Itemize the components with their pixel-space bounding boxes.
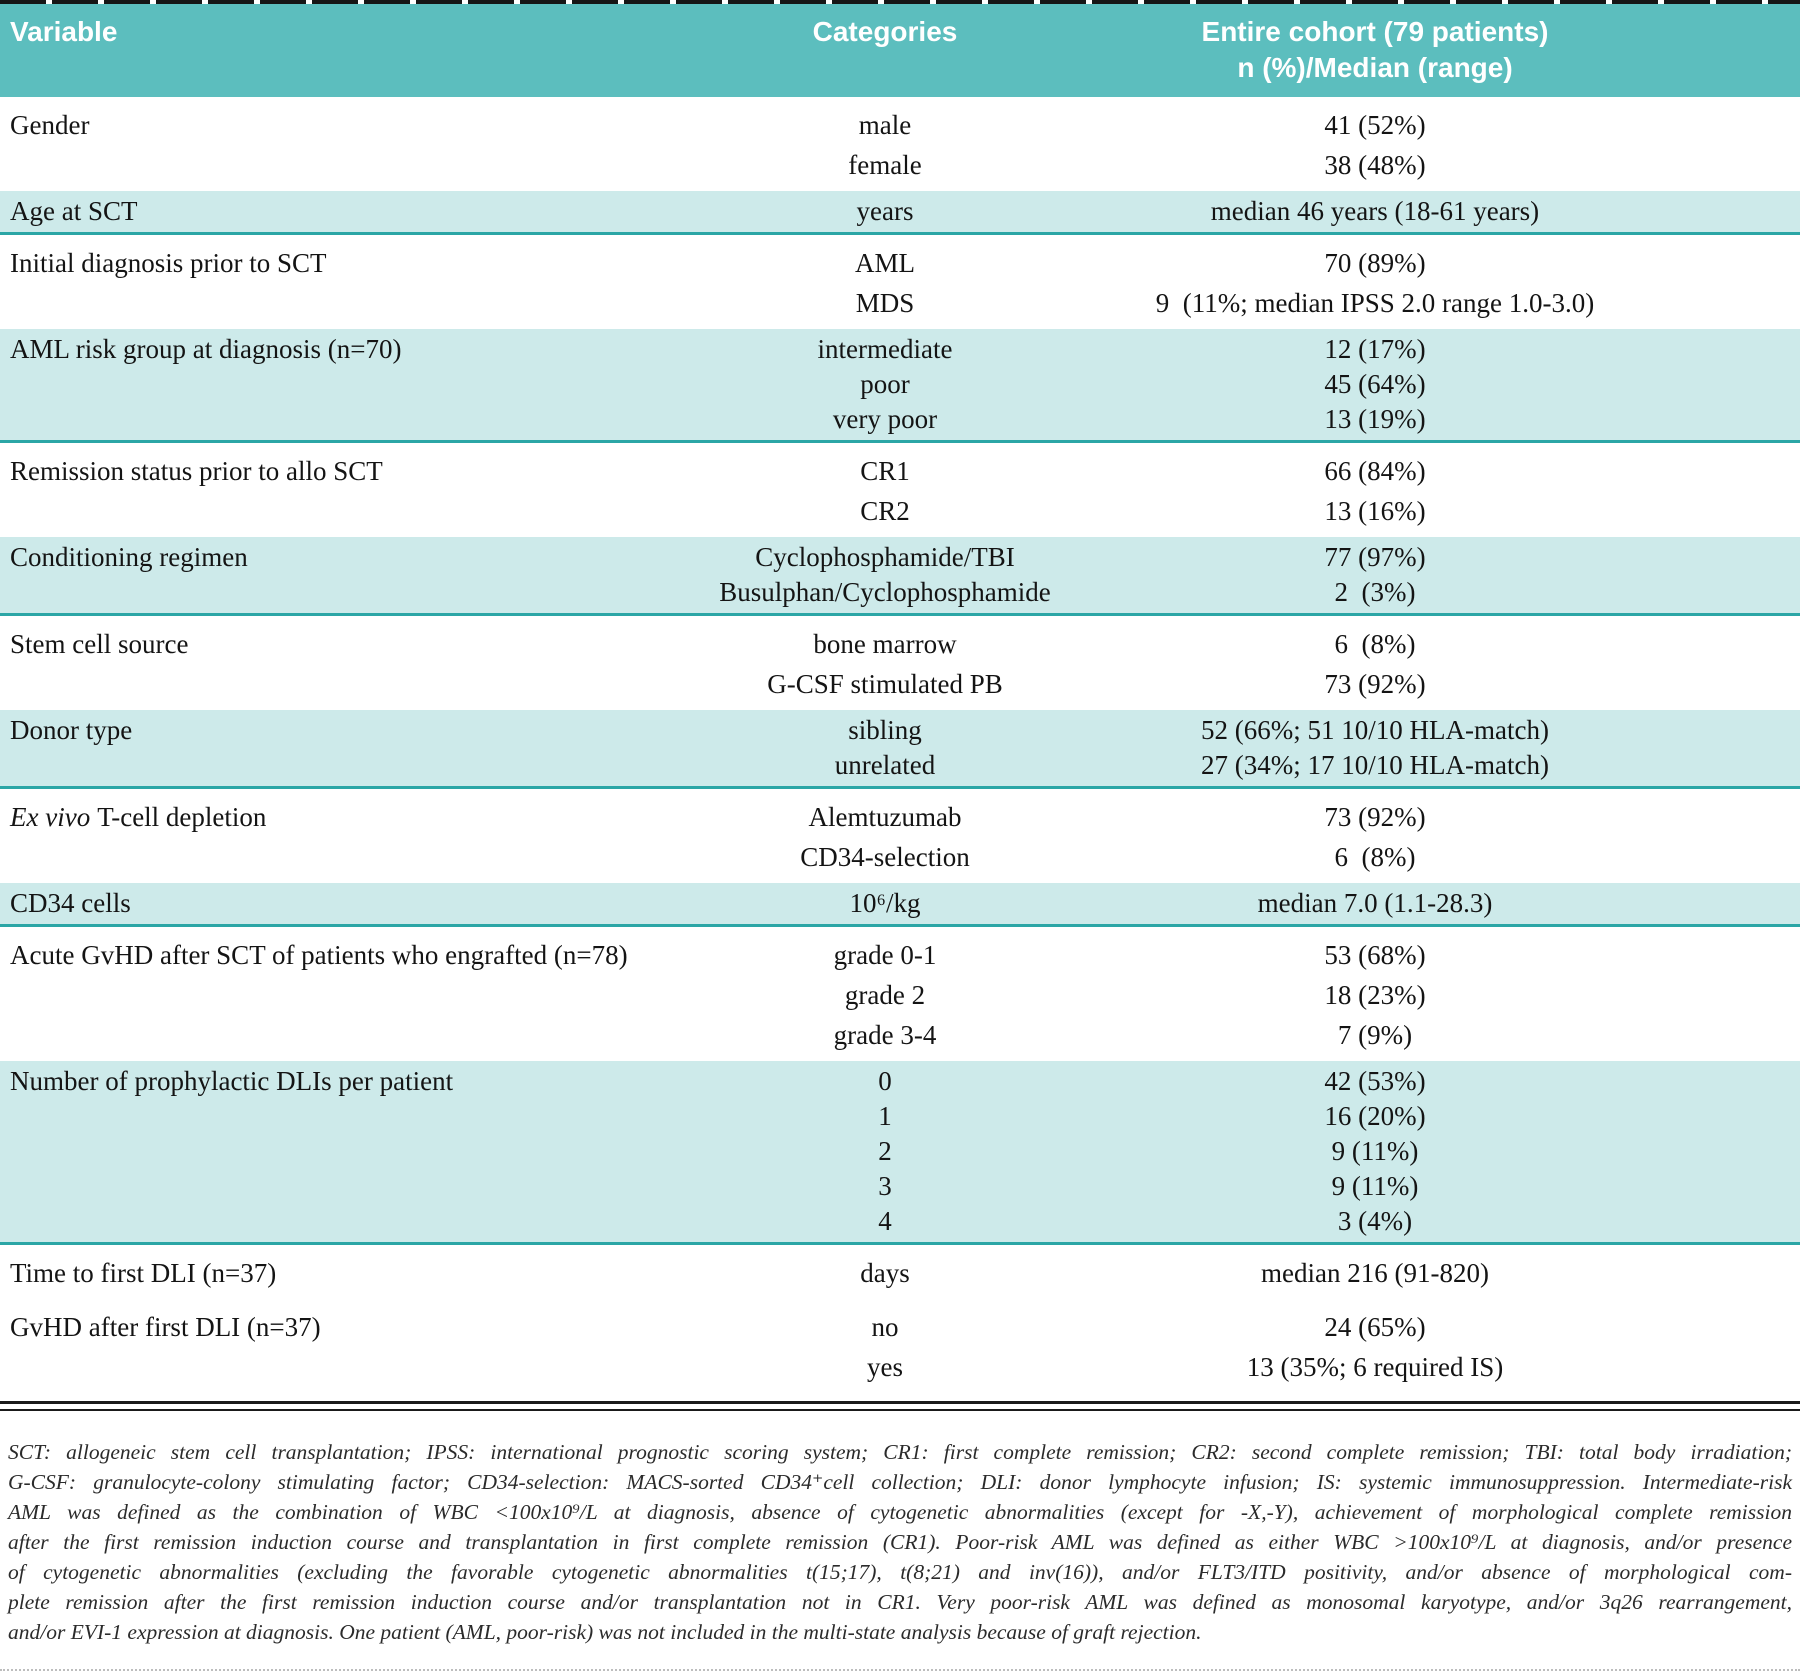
- variable-em-label: Ex vivo: [10, 801, 91, 832]
- category-label: grade 3-4: [833, 1019, 937, 1050]
- header-spacer: [1650, 14, 1800, 87]
- variable-label: Stem cell source: [10, 628, 189, 659]
- header-categories: Categories: [812, 16, 958, 47]
- category-label: grade 0-1: [833, 939, 937, 970]
- variable-label: Time to first DLI (n=37): [10, 1257, 277, 1288]
- value-label: 27 (34%; 17 10/10 HLA-match): [1201, 749, 1549, 780]
- value-label: 70 (89%): [1324, 247, 1426, 278]
- row-spacer: [1650, 1064, 1800, 1239]
- values-cell: [1100, 1064, 1650, 1239]
- category-label: years: [856, 195, 914, 226]
- categories-cell: [670, 1307, 1100, 1387]
- categories-cell: [670, 1253, 1100, 1293]
- value-label: 42 (53%): [1324, 1065, 1426, 1096]
- row-spacer: [1650, 540, 1800, 610]
- values-cell: [1100, 243, 1650, 323]
- header-cohort: [1100, 14, 1650, 87]
- row-spacer: [1650, 797, 1800, 877]
- category-label: G-CSF stimulated PB: [767, 668, 1003, 699]
- category-label: intermediate: [817, 333, 953, 364]
- category-label: CR1: [860, 455, 910, 486]
- variable-label: Age at SCT: [10, 195, 138, 226]
- table-row: [0, 1061, 1800, 1245]
- category-label: 1: [878, 1100, 892, 1131]
- category-label: no: [871, 1311, 899, 1342]
- table-row: [0, 443, 1800, 537]
- category-label: sibling: [848, 714, 922, 745]
- variable-cell: [0, 1307, 670, 1387]
- value-label: 53 (68%): [1324, 939, 1426, 970]
- value-label: 6 (8%): [1334, 628, 1416, 659]
- row-spacer: [1650, 243, 1800, 323]
- values-cell: [1100, 1253, 1650, 1293]
- variable-cell: [0, 540, 670, 610]
- footnote-line: SCT: allogeneic stem cell transplantation; IPSS: international prognostic scoring system; CR1: first complete remission; CR2: second complete remission; TBI: total body irradiation;: [8, 1439, 1792, 1464]
- row-spacer: [1650, 624, 1800, 704]
- footnote-line: after the first remission induction course and transplantation in first complete remission (CR1). Poor-risk AML was defined as either WBC >100x10⁹/L at diagnosis, and/or presence: [8, 1529, 1792, 1554]
- variable-cell: [0, 105, 670, 185]
- values-cell: [1100, 797, 1650, 877]
- category-label: Alemtuzumab: [808, 801, 962, 832]
- category-label: 4: [878, 1205, 892, 1236]
- variable-label: Remission status prior to allo SCT: [10, 455, 383, 486]
- variable-label: T-cell depletion: [97, 801, 267, 832]
- value-label: 16 (20%): [1324, 1100, 1426, 1131]
- categories-cell: [670, 105, 1100, 185]
- table-body: [0, 97, 1800, 1393]
- category-label: Cyclophosphamide/TBI: [755, 541, 1015, 572]
- value-label: 77 (97%): [1324, 541, 1426, 572]
- category-label: grade 2: [844, 979, 926, 1010]
- categories-cell: [670, 540, 1100, 610]
- variable-label: Initial diagnosis prior to SCT: [10, 247, 327, 278]
- category-label: male: [858, 109, 912, 140]
- footnote-line: plete remission after the first remission induction course and/or transplantation not in CR1. Very poor-risk AML was defined as monosomal karyotype, and/or 3q26 rearrangement,: [8, 1589, 1792, 1614]
- value-label: 12 (17%): [1324, 333, 1426, 364]
- variable-label: GvHD after first DLI (n=37): [10, 1311, 321, 1342]
- categories-cell: [670, 243, 1100, 323]
- value-label: 13 (16%): [1324, 495, 1426, 526]
- value-label: 41 (52%): [1324, 109, 1426, 140]
- value-label: 66 (84%): [1324, 455, 1426, 486]
- values-cell: [1100, 540, 1650, 610]
- variable-label: Gender: [10, 109, 90, 140]
- value-label: 9 (11%): [1331, 1170, 1419, 1201]
- categories-cell: [670, 713, 1100, 783]
- category-label: very poor: [832, 403, 938, 434]
- category-label: CR2: [860, 495, 910, 526]
- variable-cell: [0, 332, 670, 437]
- category-label: Busulphan/Cyclophosphamide: [719, 576, 1051, 607]
- category-label: poor: [860, 368, 910, 399]
- value-label: 52 (66%; 51 10/10 HLA-match): [1201, 714, 1549, 745]
- table-row: [0, 235, 1800, 329]
- categories-cell: [670, 886, 1100, 921]
- category-label: yes: [867, 1351, 903, 1382]
- values-cell: [1100, 194, 1650, 229]
- table-row: [0, 1299, 1800, 1393]
- categories-cell: [670, 797, 1100, 877]
- footnote-line: of cytogenetic abnormalities (excluding the favorable cytogenetic abnormalities t(15;17), t(8;21) and inv(16)), and/or FLT3/ITD positivity, and/or absence of morphological com-: [8, 1559, 1792, 1584]
- values-cell: [1100, 886, 1650, 921]
- header-cohort-line2: n (%)/Median (range): [1237, 52, 1513, 84]
- header-cohort-line1: Entire cohort (79 patients): [1201, 16, 1549, 47]
- value-label: 13 (35%; 6 required IS): [1246, 1351, 1504, 1382]
- table-row: [0, 191, 1800, 235]
- value-label: 7 (9%): [1337, 1019, 1413, 1050]
- variable-cell: [0, 194, 670, 229]
- value-label: 2 (3%): [1334, 576, 1416, 607]
- table-header-row: [0, 4, 1800, 97]
- row-spacer: [1650, 105, 1800, 185]
- row-spacer: [1650, 713, 1800, 783]
- value-label: 3 (4%): [1337, 1205, 1413, 1236]
- footnote: [8, 1437, 1792, 1647]
- category-label: CD34-selection: [800, 841, 970, 872]
- value-label: 9 (11%): [1331, 1135, 1419, 1166]
- header-variable: Variable: [10, 16, 118, 47]
- category-label: MDS: [855, 287, 915, 318]
- variable-label: Acute GvHD after SCT of patients who engrafted (n=78): [10, 939, 628, 970]
- value-label: 73 (92%): [1324, 668, 1426, 699]
- variable-label: Number of prophylactic DLIs per patient: [10, 1065, 454, 1096]
- bottom-dotted-rule: [0, 1669, 1800, 1671]
- variable-cell: [0, 713, 670, 783]
- category-label: AML: [855, 247, 915, 278]
- variable-label: Conditioning regimen: [10, 541, 248, 572]
- variable-cell: [0, 1064, 670, 1239]
- value-label: median 216 (91-820): [1261, 1257, 1489, 1288]
- variable-cell: [0, 451, 670, 531]
- value-label: 45 (64%): [1324, 368, 1426, 399]
- category-label: unrelated: [834, 749, 936, 780]
- footnote-line: AML was defined as the combination of WBC <100x10⁹/L at diagnosis, absence of cytogenetic abnormalities (except for -X,-Y), achievement of morphological complete remission: [8, 1499, 1792, 1524]
- row-spacer: [1650, 886, 1800, 921]
- variable-cell: [0, 886, 670, 921]
- value-label: 24 (65%): [1324, 1311, 1426, 1342]
- value-label: 38 (48%): [1324, 149, 1426, 180]
- value-label: 73 (92%): [1324, 801, 1426, 832]
- row-spacer: [1650, 451, 1800, 531]
- value-label: median 46 years (18-61 years): [1210, 195, 1540, 226]
- table-row: [0, 710, 1800, 789]
- categories-cell: [670, 451, 1100, 531]
- category-label: 2: [878, 1135, 892, 1166]
- values-cell: [1100, 451, 1650, 531]
- categories-cell: [670, 624, 1100, 704]
- category-label: 3: [878, 1170, 892, 1201]
- variable-label: Donor type: [10, 714, 133, 745]
- variable-label: CD34 cells: [10, 887, 131, 918]
- variable-cell: [0, 1253, 670, 1293]
- table-row: [0, 883, 1800, 927]
- table-row: [0, 1245, 1800, 1299]
- values-cell: [1100, 935, 1650, 1055]
- row-spacer: [1650, 1307, 1800, 1387]
- value-label: 6 (8%): [1334, 841, 1416, 872]
- row-spacer: [1650, 194, 1800, 229]
- value-label: 13 (19%): [1324, 403, 1426, 434]
- footnote-line: G-CSF: granulocyte-colony stimulating factor; CD34-selection: MACS-sorted CD34⁺cell collection; DLI: donor lymphocyte infusion; IS: systemic immunosuppression. Intermediate-risk: [8, 1469, 1792, 1494]
- variable-cell: [0, 797, 670, 877]
- categories-cell: [670, 1064, 1100, 1239]
- category-label: days: [860, 1257, 910, 1288]
- category-label: 10⁶/kg: [849, 887, 921, 918]
- category-label: bone marrow: [813, 628, 957, 659]
- table-bottom-double-rule: [0, 1401, 1800, 1411]
- table-row: [0, 329, 1800, 443]
- variable-cell: [0, 935, 670, 1055]
- variable-cell: [0, 624, 670, 704]
- table-row: [0, 537, 1800, 616]
- values-cell: [1100, 332, 1650, 437]
- categories-cell: [670, 935, 1100, 1055]
- values-cell: [1100, 713, 1650, 783]
- value-label: 18 (23%): [1324, 979, 1426, 1010]
- table-row: [0, 97, 1800, 191]
- row-spacer: [1650, 1253, 1800, 1293]
- values-cell: [1100, 624, 1650, 704]
- row-spacer: [1650, 935, 1800, 1055]
- table-row: [0, 789, 1800, 883]
- variable-cell: [0, 243, 670, 323]
- footnote-line: and/or EVI-1 expression at diagnosis. One patient (AML, poor-risk) was not included in the multi-state analysis because of graft rejection.: [8, 1619, 1202, 1644]
- values-cell: [1100, 1307, 1650, 1387]
- value-label: median 7.0 (1.1-28.3): [1257, 887, 1493, 918]
- values-cell: [1100, 105, 1650, 185]
- variable-label: AML risk group at diagnosis (n=70): [10, 333, 402, 364]
- categories-cell: [670, 332, 1100, 437]
- category-label: 0: [878, 1065, 892, 1096]
- table-row: [0, 927, 1800, 1061]
- value-label: 9 (11%; median IPSS 2.0 range 1.0-3.0): [1155, 287, 1595, 318]
- categories-cell: [670, 194, 1100, 229]
- category-label: female: [848, 149, 922, 180]
- table-row: [0, 616, 1800, 710]
- row-spacer: [1650, 332, 1800, 437]
